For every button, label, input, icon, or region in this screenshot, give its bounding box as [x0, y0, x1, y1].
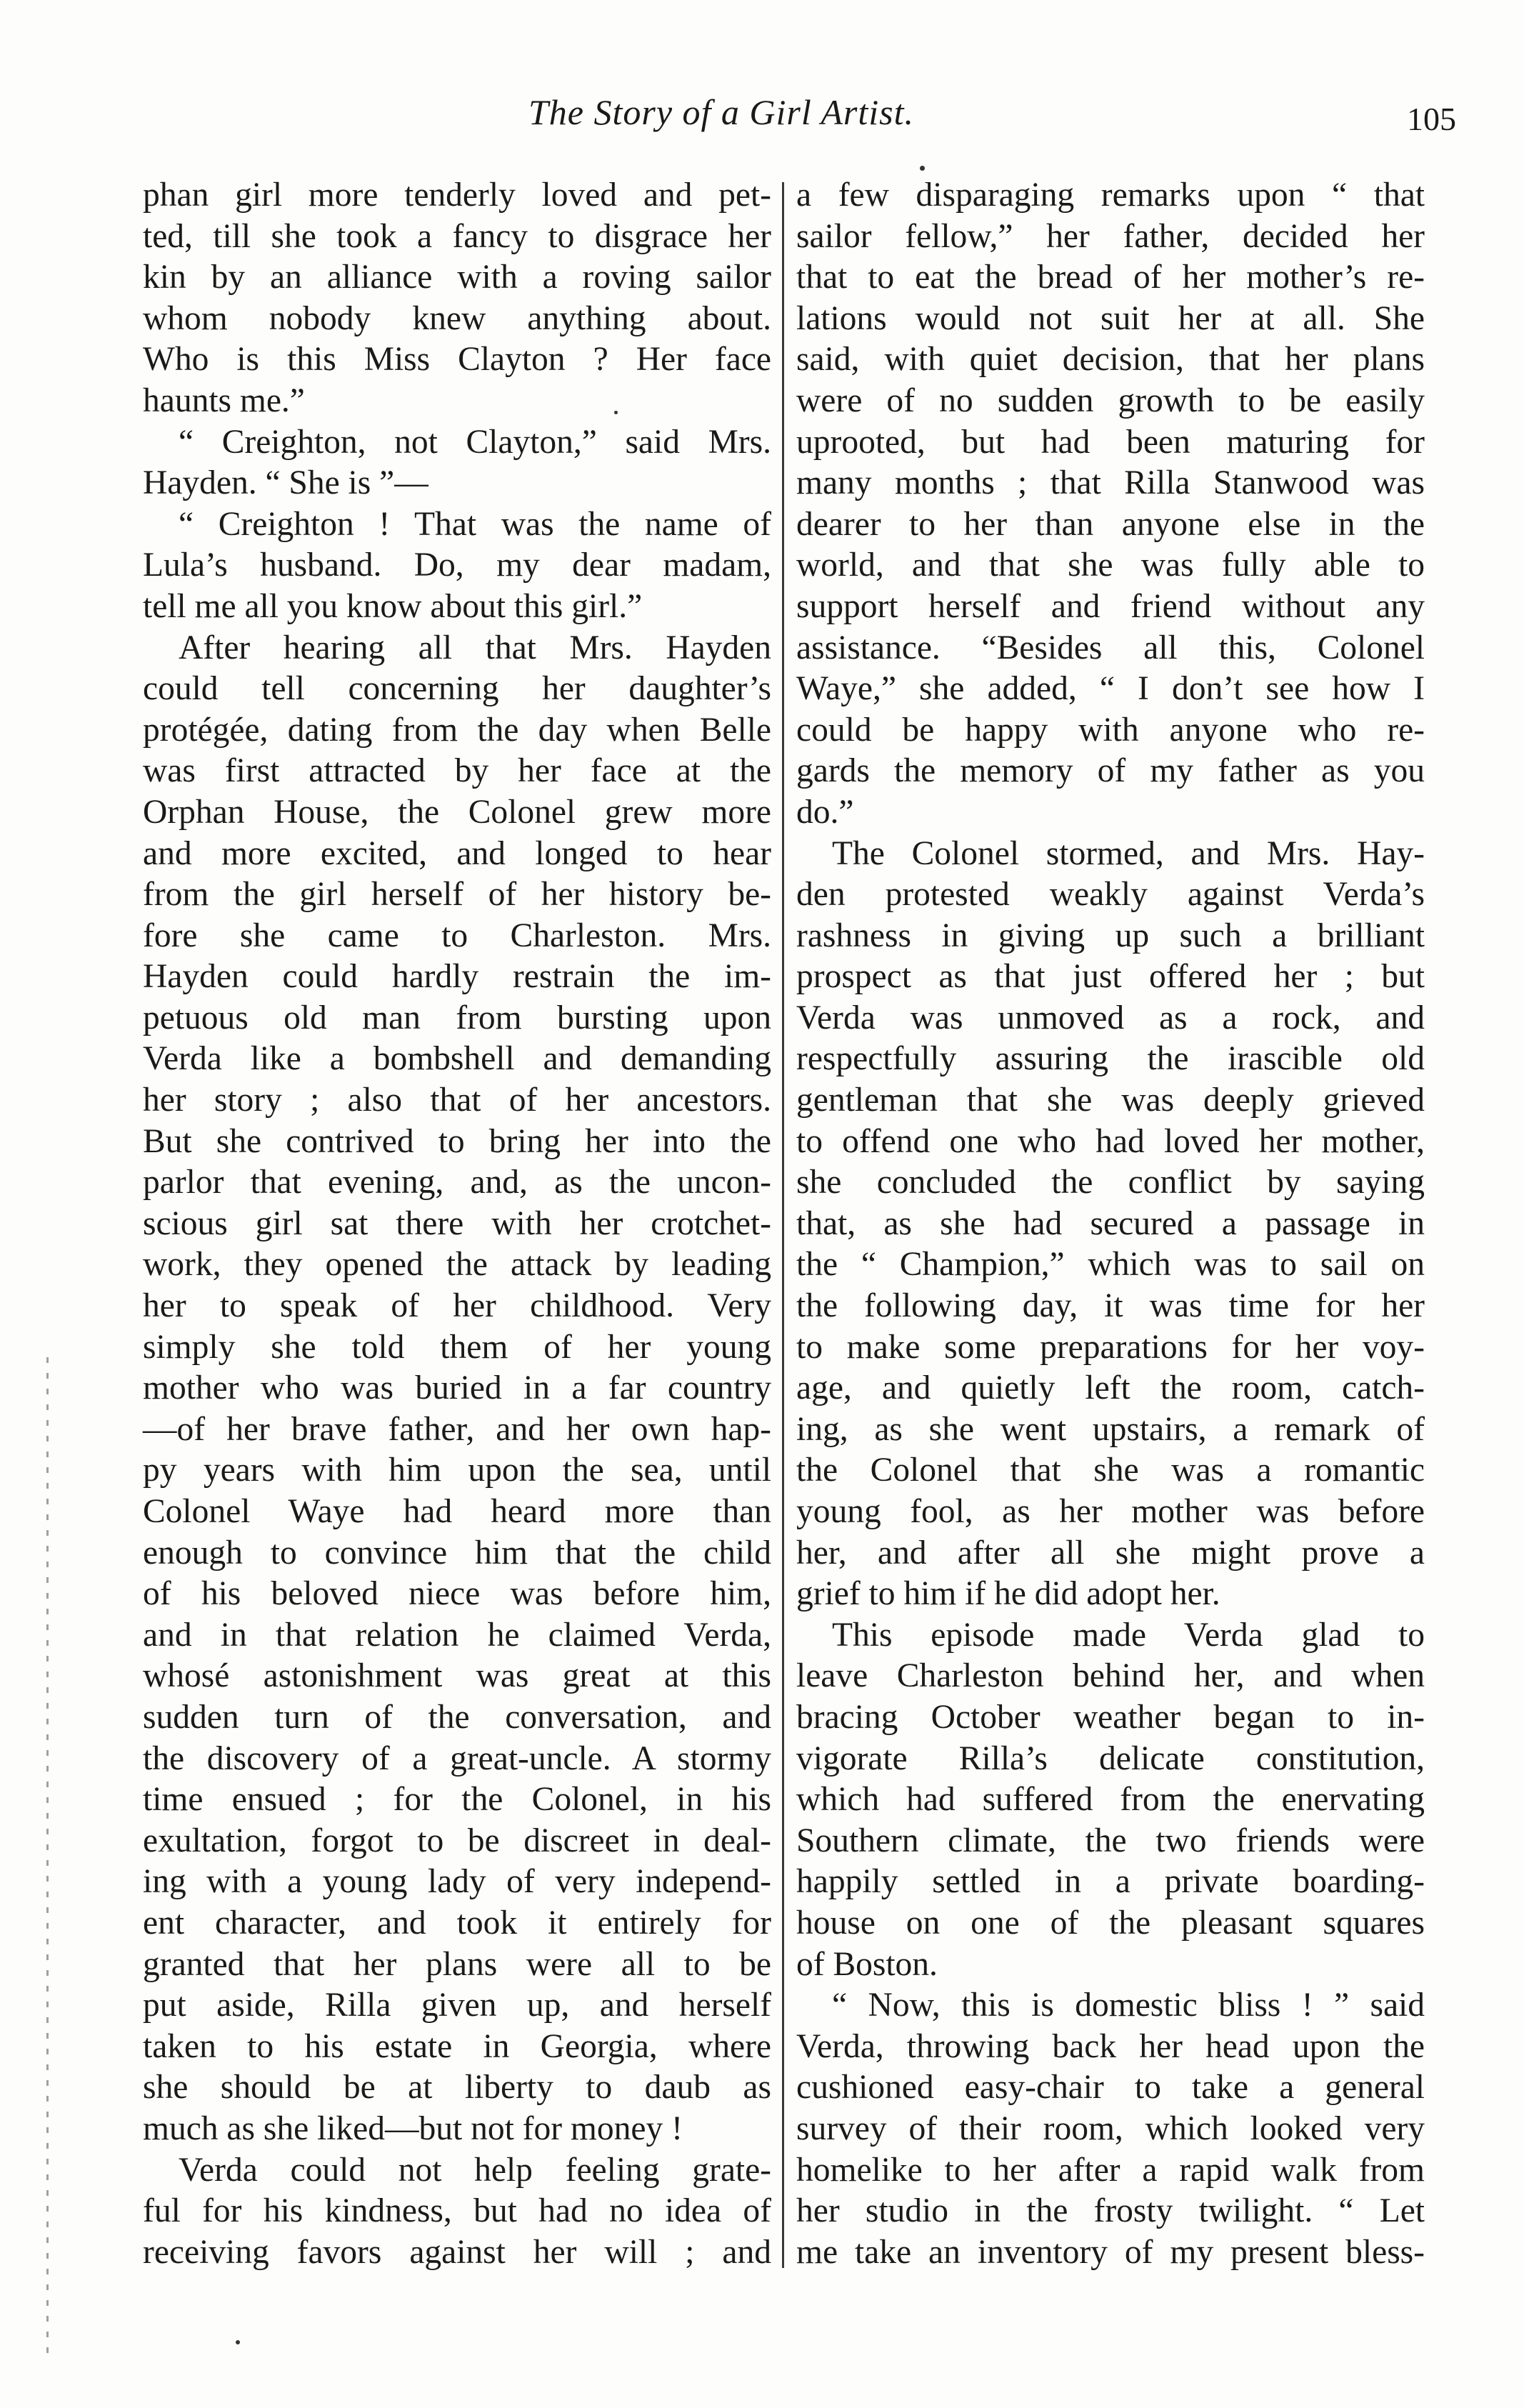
- text-line: “ Creighton ! That was the name of: [179, 505, 771, 543]
- text-line: her to speak of her childhood. Very: [143, 1287, 771, 1325]
- text-line: her studio in the frosty twilight. “ Let: [796, 2192, 1425, 2230]
- text-line: Southern climate, the two friends were: [796, 1822, 1425, 1859]
- text-line: “ Now, this is domestic bliss ! ” said: [832, 1987, 1425, 2024]
- left-text-column: [143, 175, 771, 2273]
- text-line: bracing October weather began to in-: [796, 1698, 1425, 1736]
- text-line: Verda could not help feeling grate-: [179, 2151, 771, 2189]
- text-line: ing with a young lady of very independ-: [143, 1863, 771, 1901]
- text-line: den protested weakly against Verda’s: [796, 876, 1425, 914]
- text-line: whosé astonishment was great at this: [143, 1657, 771, 1695]
- text-line: happily settled in a private boarding-: [796, 1863, 1425, 1901]
- text-line: Hayden could hardly restrain the im-: [143, 958, 771, 996]
- text-line: Waye,” she added, “ I don’t see how I: [796, 670, 1425, 708]
- text-line: could tell concerning her daughter’s: [143, 670, 771, 708]
- text-line: a few disparaging remarks upon “ that: [796, 176, 1425, 214]
- text-line: “ Creighton, not Clayton,” said Mrs.: [179, 423, 771, 461]
- text-line: py years with him upon the sea, until: [143, 1452, 771, 1489]
- text-line: Who is this Miss Clayton ? Her face: [143, 341, 771, 379]
- text-line: leave Charleston behind her, and when: [796, 1657, 1425, 1695]
- print-speck: [236, 2340, 240, 2344]
- text-line: ent character, and took it entirely for: [143, 1904, 771, 1942]
- text-line: survey of their room, which looked very: [796, 2109, 1425, 2147]
- column-divider: [782, 182, 784, 2268]
- scan-edge-artifact: [46, 1357, 49, 2357]
- text-line: The Colonel stormed, and Mrs. Hay-: [832, 834, 1425, 872]
- text-line: the Colonel that she was a romantic: [796, 1452, 1425, 1489]
- text-line: that to eat the bread of her mother’s re-: [796, 259, 1425, 296]
- text-line: scious girl sat there with her crotchet-: [143, 1204, 771, 1242]
- text-line: Verda like a bombshell and demanding: [143, 1040, 771, 1078]
- text-line: taken to his estate in Georgia, where: [143, 2027, 771, 2065]
- text-line: from the girl herself of her history be-: [143, 876, 771, 914]
- text-line: vigorate Rilla’s delicate constitution,: [796, 1739, 1425, 1777]
- text-line: house on one of the pleasant squares: [796, 1904, 1425, 1942]
- text-line: Verda, throwing back her head upon the: [796, 2027, 1425, 2065]
- text-line: age, and quietly left the room, catch-: [796, 1369, 1425, 1407]
- text-line: of his beloved niece was before him,: [143, 1575, 771, 1613]
- text-line: exultation, forgot to be discreet in deal-: [143, 1822, 771, 1859]
- text-line: she concluded the conflict by saying: [796, 1164, 1425, 1201]
- text-line: haunts me.”: [143, 381, 305, 419]
- text-line: parlor that evening, and, as the uncon-: [143, 1164, 771, 1201]
- text-line: homelike to her after a rapid walk from: [796, 2151, 1425, 2189]
- text-line: cushioned easy-chair to take a general: [796, 2069, 1425, 2107]
- text-line: Verda was unmoved as a rock, and: [796, 999, 1425, 1036]
- text-line: ted, till she took a fancy to disgrace her: [143, 217, 771, 255]
- text-line: put aside, Rilla given up, and herself: [143, 1987, 771, 2024]
- text-line: Lula’s husband. Do, my dear madam,: [143, 546, 771, 584]
- text-line: was first attracted by her face at the: [143, 752, 771, 790]
- text-line: the discovery of a great-uncle. A stormy: [143, 1739, 771, 1777]
- text-line: that, as she had secured a passage in: [796, 1204, 1425, 1242]
- text-line: could be happy with anyone who re-: [796, 711, 1425, 749]
- text-line: Orphan House, the Colonel grew more: [143, 793, 771, 831]
- text-line: and in that relation he claimed Verda,: [143, 1616, 771, 1654]
- text-line: and more excited, and longed to hear: [143, 834, 771, 872]
- text-line: do.”: [796, 793, 854, 831]
- text-line: After hearing all that Mrs. Hayden: [179, 629, 771, 666]
- text-line: simply she told them of her young: [143, 1328, 771, 1366]
- text-line: many months ; that Rilla Stanwood was: [796, 464, 1425, 502]
- text-line: respectfully assuring the irascible old: [796, 1040, 1425, 1078]
- text-line: which had suffered from the enervating: [796, 1781, 1425, 1819]
- text-line: ful for his kindness, but had no idea of: [143, 2192, 771, 2230]
- text-line: Colonel Waye had heard more than: [143, 1493, 771, 1530]
- text-line: said, with quiet decision, that her plans: [796, 341, 1425, 379]
- text-line: her, and after all she might prove a: [796, 1534, 1425, 1572]
- text-line: her story ; also that of her ancestors.: [143, 1081, 771, 1119]
- text-line: work, they opened the attack by leading: [143, 1246, 771, 1284]
- text-line: time ensued ; for the Colonel, in his: [143, 1781, 771, 1819]
- print-speck: [920, 166, 925, 171]
- text-line: to make some preparations for her voy-: [796, 1328, 1425, 1366]
- text-line: kin by an alliance with a roving sailor: [143, 259, 771, 296]
- text-line: receiving favors against her will ; and: [143, 2233, 771, 2271]
- text-line: enough to convince him that the child: [143, 1534, 771, 1572]
- text-line: rashness in giving up such a brilliant: [796, 916, 1425, 954]
- text-line: young fool, as her mother was before: [796, 1493, 1425, 1530]
- text-line: were of no sudden growth to be easily: [796, 381, 1425, 419]
- text-line: mother who was buried in a far country: [143, 1369, 771, 1407]
- right-text-column: [796, 175, 1425, 2273]
- text-line: dearer to her than anyone else in the: [796, 505, 1425, 543]
- text-line: petuous old man from bursting upon: [143, 999, 771, 1036]
- text-line: lations would not suit her at all. She: [796, 299, 1425, 337]
- text-line: gentleman that she was deeply grieved: [796, 1081, 1425, 1119]
- text-line: —of her brave father, and her own hap-: [143, 1410, 771, 1448]
- text-line: fore she came to Charleston. Mrs.: [143, 916, 771, 954]
- text-line: granted that her plans were all to be: [143, 1945, 771, 1983]
- text-line: me take an inventory of my present bless-: [796, 2233, 1425, 2271]
- print-speck: [614, 411, 618, 414]
- page-number: 105: [1407, 101, 1456, 137]
- text-line: grief to him if he did adopt her.: [796, 1575, 1220, 1613]
- text-line: tell me all you know about this girl.”: [143, 587, 643, 625]
- text-line: much as she liked—but not for money !: [143, 2109, 683, 2147]
- text-line: whom nobody knew anything about.: [143, 299, 771, 337]
- text-line: world, and that she was fully able to: [796, 546, 1425, 584]
- text-line: uprooted, but had been maturing for: [796, 423, 1425, 461]
- text-line: assistance. “Besides all this, Colonel: [796, 629, 1425, 666]
- text-line: Hayden. “ She is ”—: [143, 464, 428, 502]
- text-line: support herself and friend without any: [796, 587, 1425, 625]
- text-line: of Boston.: [796, 1945, 938, 1983]
- text-line: phan girl more tenderly loved and pet-: [143, 176, 771, 214]
- text-line: sailor fellow,” her father, decided her: [796, 217, 1425, 255]
- text-line: gards the memory of my father as you: [796, 752, 1425, 790]
- text-line: the following day, it was time for her: [796, 1287, 1425, 1325]
- text-line: ing, as she went upstairs, a remark of: [796, 1410, 1425, 1448]
- text-line: But she contrived to bring her into the: [143, 1122, 771, 1160]
- text-line: the “ Champion,” which was to sail on: [796, 1246, 1425, 1284]
- text-line: protégée, dating from the day when Belle: [143, 711, 771, 749]
- running-head-title: The Story of a Girl Artist.: [528, 92, 915, 132]
- text-line: she should be at liberty to daub as: [143, 2069, 771, 2107]
- text-line: This episode made Verda glad to: [832, 1616, 1425, 1654]
- text-line: prospect as that just offered her ; but: [796, 958, 1425, 996]
- text-line: to offend one who had loved her mother,: [796, 1122, 1425, 1160]
- text-line: sudden turn of the conversation, and: [143, 1698, 771, 1736]
